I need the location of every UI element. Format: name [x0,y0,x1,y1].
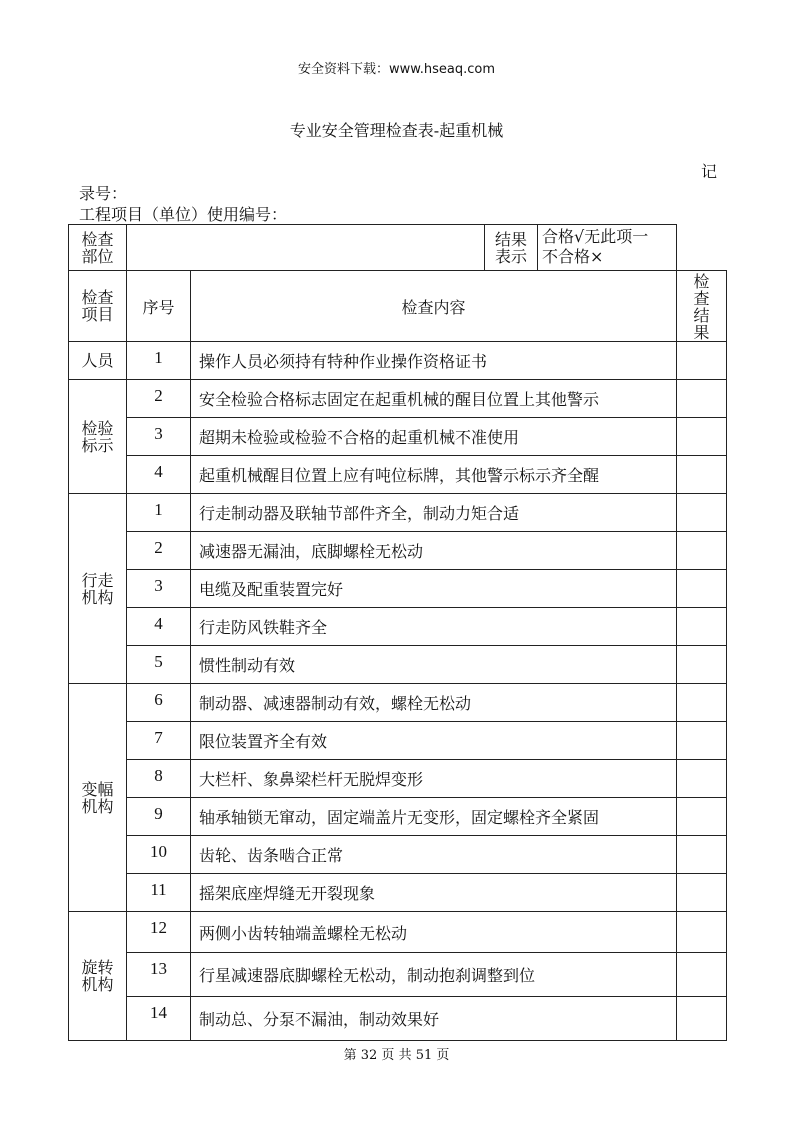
table-row [69,836,727,874]
row-number: 10 [127,836,191,874]
row-result-cell[interactable] [677,997,727,1041]
site-header: 安全资料下载：www.hseaq.com [298,62,495,77]
row-result-cell[interactable] [677,912,727,953]
inspect-part-value[interactable] [127,225,485,271]
group-label: 人员 [69,342,127,380]
row-result-cell[interactable] [677,608,727,646]
row-content: 减速器无漏油，底脚螺栓无松动 [191,532,677,570]
result-legend-wrap [485,225,677,271]
row-content: 齿轮、齿条啮合正常 [191,836,677,874]
row-content: 操作人员必须持有特种作业操作资格证书 [191,342,677,380]
row-content: 行走防风铁鞋齐全 [191,608,677,646]
table-row [69,912,727,953]
header-item: 检查 项目 [69,271,127,342]
table-row [69,684,727,722]
row-content: 大栏杆、象鼻梁栏杆无脱焊变形 [191,760,677,798]
project-number-label: 工程项目（单位）使用编号： [79,205,288,224]
row-content: 轴承轴锁无窜动，固定端盖片无变形，固定螺栓齐全紧固 [191,798,677,836]
header-row [69,271,727,342]
table-row [69,532,727,570]
table-row [69,456,727,494]
row-content: 制动器、减速器制动有效，螺栓无松动 [191,684,677,722]
row-content: 起重机械醒目位置上应有吨位标牌，其他警示标示齐全醒 [191,456,677,494]
header-result: 检 查 结 果 [677,271,727,342]
row-result-cell[interactable] [677,874,727,912]
row-number: 11 [127,874,191,912]
record-number-label: 录号： [79,184,128,203]
row-number: 7 [127,722,191,760]
table-row [69,380,727,418]
row-number: 5 [127,646,191,684]
row-result-cell[interactable] [677,953,727,997]
group-label: 旋转 机构 [69,912,127,1041]
row-result-cell[interactable] [677,342,727,380]
row-number: 12 [127,912,191,953]
inspection-table [68,224,727,1041]
page-footer: 第 32 页 共 51 页 [343,1048,450,1063]
row-content: 两侧小齿转轴端盖螺栓无松动 [191,912,677,953]
row-content: 摇架底座焊缝无开裂现象 [191,874,677,912]
inspect-part-label: 检查 部位 [69,225,127,271]
group-label: 行走 机构 [69,494,127,684]
inspect-part-row [69,225,727,271]
row-result-cell[interactable] [677,570,727,608]
row-number: 3 [127,418,191,456]
row-content: 超期未检验或检验不合格的起重机械不准使用 [191,418,677,456]
row-number: 2 [127,532,191,570]
header-no: 序号 [127,271,191,342]
row-number: 4 [127,456,191,494]
document-title: 专业安全管理检查表-起重机械 [289,121,504,140]
table-row [69,342,727,380]
table-row [69,418,727,456]
table-row [69,997,727,1041]
row-result-cell[interactable] [677,494,727,532]
table-row [69,646,727,684]
row-content: 制动总、分泵不漏油，制动效果好 [191,997,677,1041]
result-legend-title: 结果 表示 [485,225,538,270]
row-number: 4 [127,608,191,646]
group-label: 检验 标示 [69,380,127,494]
table-row [69,570,727,608]
table-row [69,953,727,997]
row-result-cell[interactable] [677,722,727,760]
result-legend-text: 合格√无此项一 不合格× [542,227,649,266]
table-row [69,494,727,532]
row-number: 13 [127,953,191,997]
row-content: 惯性制动有效 [191,646,677,684]
row-number: 8 [127,760,191,798]
row-number: 6 [127,684,191,722]
row-number: 9 [127,798,191,836]
row-content: 限位装置齐全有效 [191,722,677,760]
row-number: 1 [127,494,191,532]
table-row [69,608,727,646]
row-content: 行星减速器底脚螺栓无松动，制动抱刹调整到位 [191,953,677,997]
row-result-cell[interactable] [677,684,727,722]
row-content: 行走制动器及联轴节部件齐全，制动力矩合适 [191,494,677,532]
table-row [69,760,727,798]
row-result-cell[interactable] [677,836,727,874]
header-content: 检查内容 [191,271,677,342]
table-row [69,798,727,836]
row-result-cell[interactable] [677,456,727,494]
table-row [69,722,727,760]
row-result-cell[interactable] [677,760,727,798]
row-result-cell[interactable] [677,532,727,570]
row-content: 电缆及配重装置完好 [191,570,677,608]
row-result-cell[interactable] [677,380,727,418]
row-number: 2 [127,380,191,418]
group-label: 变幅 机构 [69,684,127,912]
row-number: 3 [127,570,191,608]
row-result-cell[interactable] [677,418,727,456]
row-result-cell[interactable] [677,798,727,836]
table-row [69,874,727,912]
row-number: 14 [127,997,191,1041]
record-suffix: 记 [701,162,718,181]
row-result-cell[interactable] [677,646,727,684]
row-number: 1 [127,342,191,380]
row-content: 安全检验合格标志固定在起重机械的醒目位置上其他警示 [191,380,677,418]
